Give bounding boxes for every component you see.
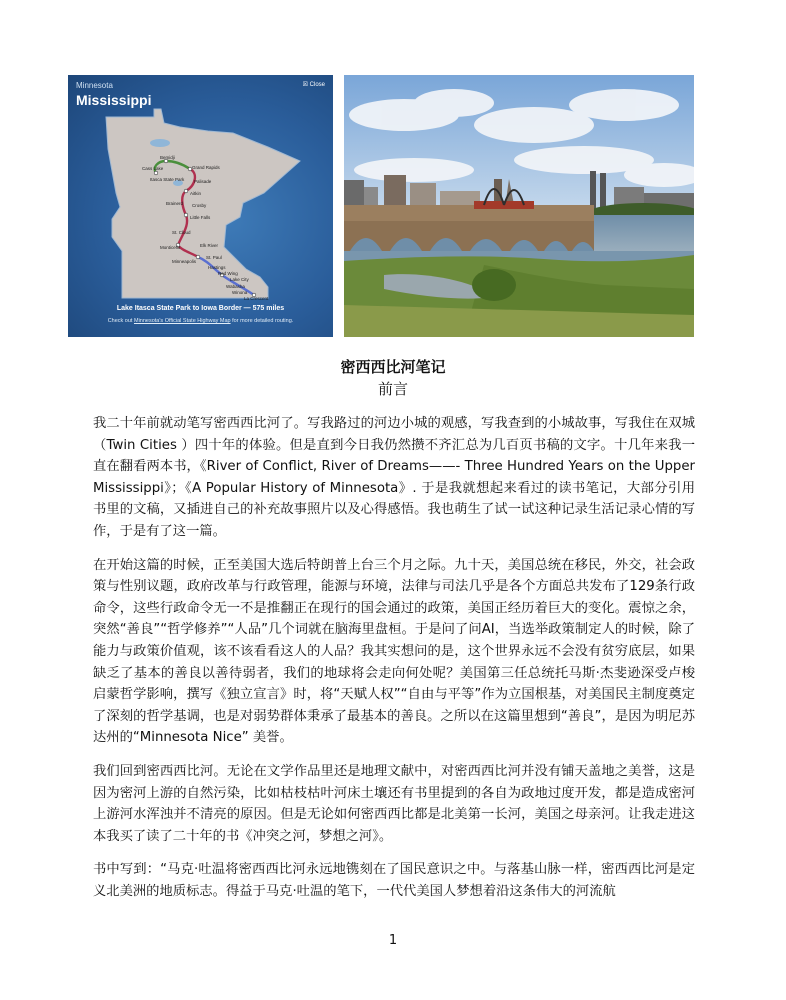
lake-shape [150, 139, 170, 147]
city-label: St. Paul [206, 255, 222, 260]
paragraph: 我们回到密西西比河。无论在文学作品里还是地理文献中，对密西西比河并没有铺天盖地之美誉，这是因为密河上游的自然污染，比如枯枝枯叶河床土壤还有书里提到的各自为政地过度开发，都是造成密河上游河水浑浊并不清亮的原因。但是无论如何密西西比都是北美第一长河，美国之母亲河。让我走进这本我买了读了二十年的书《冲突之河，梦想之河》。 [93, 763, 695, 844]
city-label: Crosby [192, 203, 207, 208]
city-label: Brainerd [166, 201, 184, 206]
city-label: Bemidji [160, 155, 175, 160]
minnesota-mississippi-map [68, 75, 333, 337]
map-subcaption-prefix: Check out [107, 318, 134, 324]
map-close-button[interactable]: ☒ Close [302, 82, 325, 88]
city-marker [184, 213, 188, 217]
city-label: Palisade [194, 179, 212, 184]
city-marker [154, 171, 158, 175]
city-label: Hastings [208, 265, 226, 270]
paragraph: 我二十年前就动笔写密西西比河了。写我路过的河边小城的观感，写我查到的小城故事，写我住在双城（Twin Cities ）四十年的体验。但是直到今日我仍然攒不齐汇总为几百页书稿的文字。十几年来我一直在翻看两本书，《River of Conflict, River of Dreams——- Three Hundred Years on the Upper Mississippi》；《A Popular History of Minnesota》. 于是我就想起来看过的读书笔记，大部分引用书里的文稿，又插进自己的补充故事照片以及心得感悟。我也萌生了试一试这种记录生活记录心情的写作，于是有了这一篇。 [93, 416, 695, 539]
city-label: Winona [232, 290, 248, 295]
city-marker [196, 255, 200, 259]
city-label: Monticello [160, 245, 181, 250]
map-title: Mississippi [76, 92, 152, 108]
paragraph: 在开始这篇的时候，正至美国大选后特朗普上台三个月之际。九十天，美国总统在移民，外交，社会政策与性别议题，政府改革与行政管理，能源与环境，法律与司法几乎是各个方面总共发布了129条行政命令，这些行政命令无一不是推翻正在现行的国会通过的政策，美国正经历着巨大的变化。震惊之余，突然“善良”“哲学修养”“人品”几个词就在脑海里盘桓。于是问了问AI，当选举政策制定人的时候，除了能力与政策价值观，该不该看看这人的人品？我其实想问的是，这个世界永远不会没有贫穷底层，如果缺乏了基本的善良以善待弱者，我们的地球将会走向何处呢？美国第三任总统托马斯·杰斐逊深受卢梭启蒙哲学影响，撰写《独立宣言》时，将“天赋人权”“自由与平等”作为立国根基，对美国民主制度奠定了深刻的哲学基调，也是对弱势群体秉承了最基本的善良。之所以在这篇里想到“善良”，是因为明尼苏达州的“Minnesota Nice” 美誉。 [93, 557, 695, 746]
city-marker [184, 189, 188, 193]
city-label: Little Falls [190, 215, 211, 220]
paragraph: 书中写到：“马克·吐温将密西西比河永远地镌刻在了国民意识之中。与落基山脉一样，密西西比河是定义北美洲的地质标志。得益于马克·吐温的笔下，一代代美国人梦想着沿这条伟大的河流航 [93, 862, 695, 899]
city-label: Wabasha [226, 284, 245, 289]
city-label: Red Wing [218, 271, 238, 276]
map-caption: Lake Itasca State Park to Iowa Border — 575 miles [116, 305, 285, 312]
highway-map-link[interactable]: Minnesota's Official State Highway Map [133, 318, 231, 324]
map-subcaption-suffix: for more detailed routing. [230, 318, 294, 324]
page-number: 1 [388, 933, 398, 948]
city-label: La Crescent [244, 296, 269, 301]
map-subcaption [68, 318, 333, 324]
shrub [472, 269, 516, 301]
map-state-label: Minnesota [76, 81, 113, 90]
city-label: Minneapolis [172, 259, 197, 264]
city-label: Grand Rapids [192, 165, 220, 170]
city-label: St. Cloud [172, 230, 191, 235]
city-label: Itasca State Park [150, 177, 185, 182]
document-body [93, 413, 695, 914]
document-subtitle: 前言 [377, 380, 408, 398]
city-label: Lake City [230, 277, 249, 282]
document-title: 密西西比河笔记 [340, 358, 446, 376]
city-label: Cass Lake [142, 166, 164, 171]
stone-arch-bridge-photo [344, 75, 694, 337]
city-label: Elk River [200, 243, 219, 248]
city-label: Aitkin [190, 191, 202, 196]
